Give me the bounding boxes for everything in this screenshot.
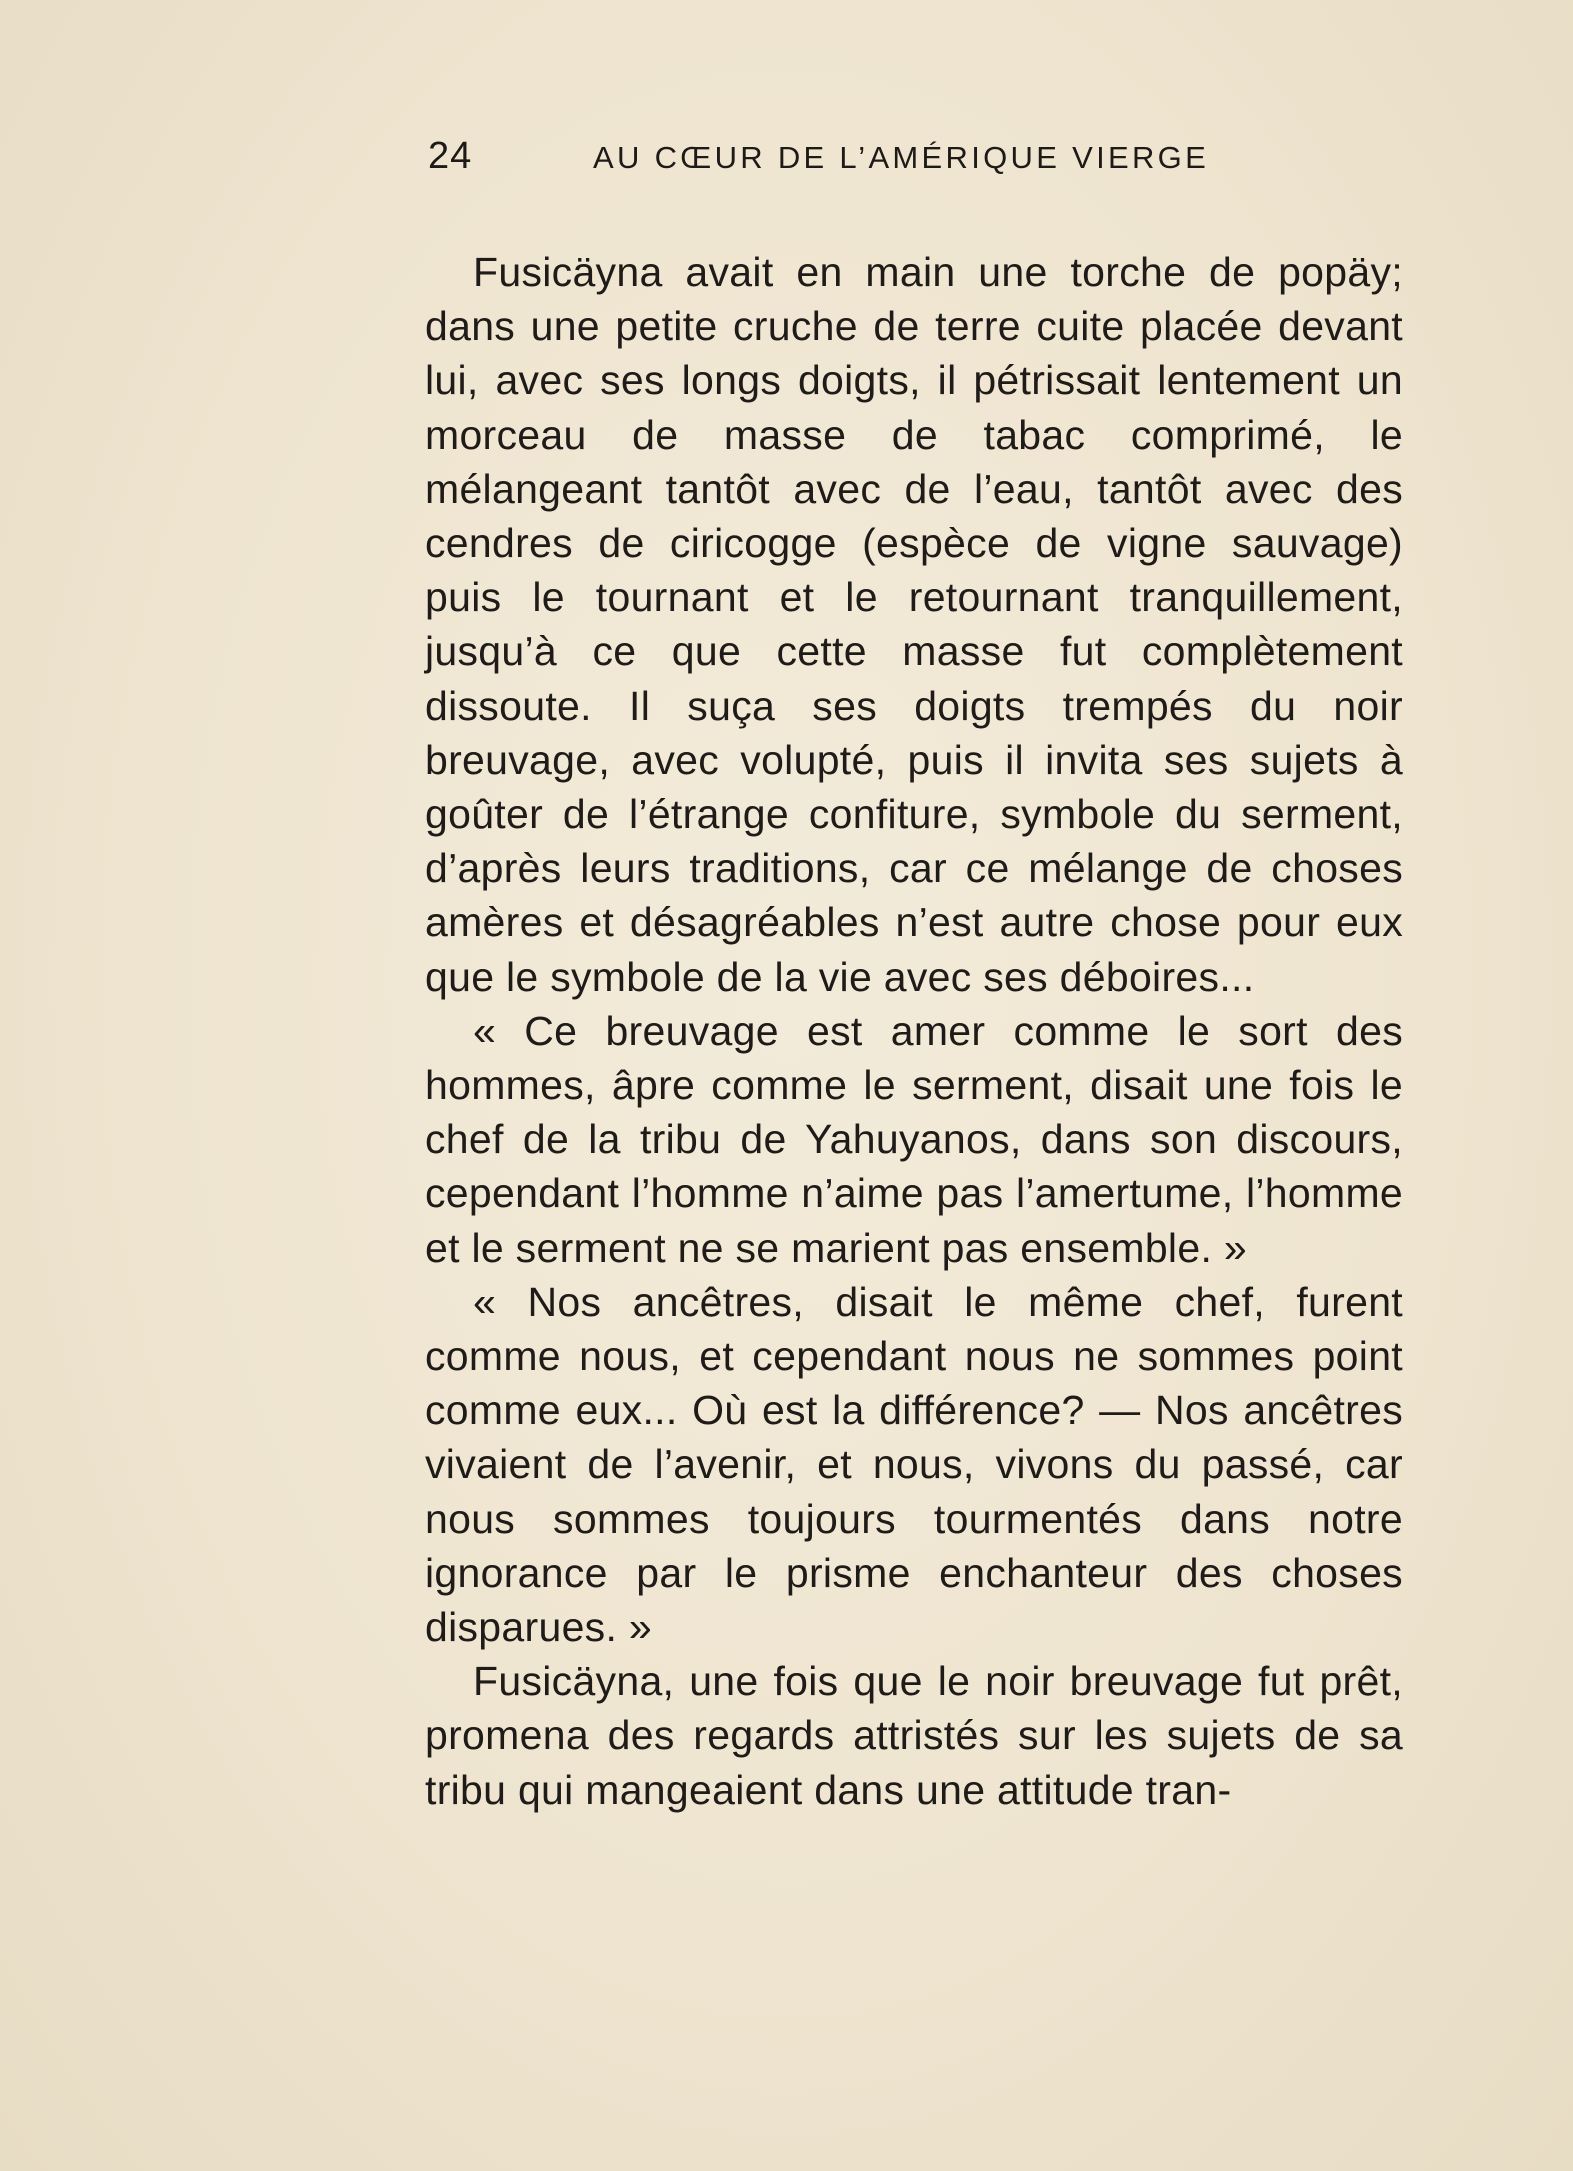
paragraph-3: « Nos ancêtres, disait le même chef, furent comme nous, et cependant nous ne sommes point comme eux... Où est la différence? — Nos ancêtres vivaient de l’avenir, et nous, vivons du passé, car nous sommes toujours tourmentés dans notre ignorance par le prisme enchanteur des choses disparues. » <box>425 1278 1403 1651</box>
paragraph-4: Fusicäyna, une fois que le noir breuvage fut prêt, promena des regards attristés sur les sujets de sa tribu qui mangeaient dans une attitude tran- <box>425 1658 1403 1813</box>
page-number: 24 <box>428 135 473 177</box>
running-head <box>428 135 1248 185</box>
body-text <box>425 245 1403 1817</box>
paragraph-1: Fusicäyna avait en main une torche de popäy; dans une petite cruche de terre cuite placée devant lui, avec ses longs doigts, il pétrissait lentement un morceau de masse de tabac comprimé, le mélangeant tantôt avec de l’eau, tantôt avec des cendres de ciricogge (espèce de vigne sauvage) puis le tournant et le retournant tranquillement, jusqu’à ce que cette masse fut complètement dissoute. Il suça ses doigts trempés du noir breuvage, avec volupté, puis il invita ses sujets à goûter de l’étrange confiture, symbole du serment, d’après leurs traditions, car ce mélange de choses amères et désagréables n’est autre chose pour eux que le symbole de la vie avec ses déboires... <box>425 249 1403 1000</box>
book-title: AU CŒUR DE L’AMÉRIQUE VIERGE <box>593 140 1210 175</box>
paragraph-2: « Ce breuvage est amer comme le sort des hommes, âpre comme le serment, disait une fois le chef de la tribu de Yahuyanos, dans son discours, cependant l’homme n’aime pas l’amertume, l’homme et le serment ne se marient pas ensemble. » <box>425 1007 1403 1271</box>
